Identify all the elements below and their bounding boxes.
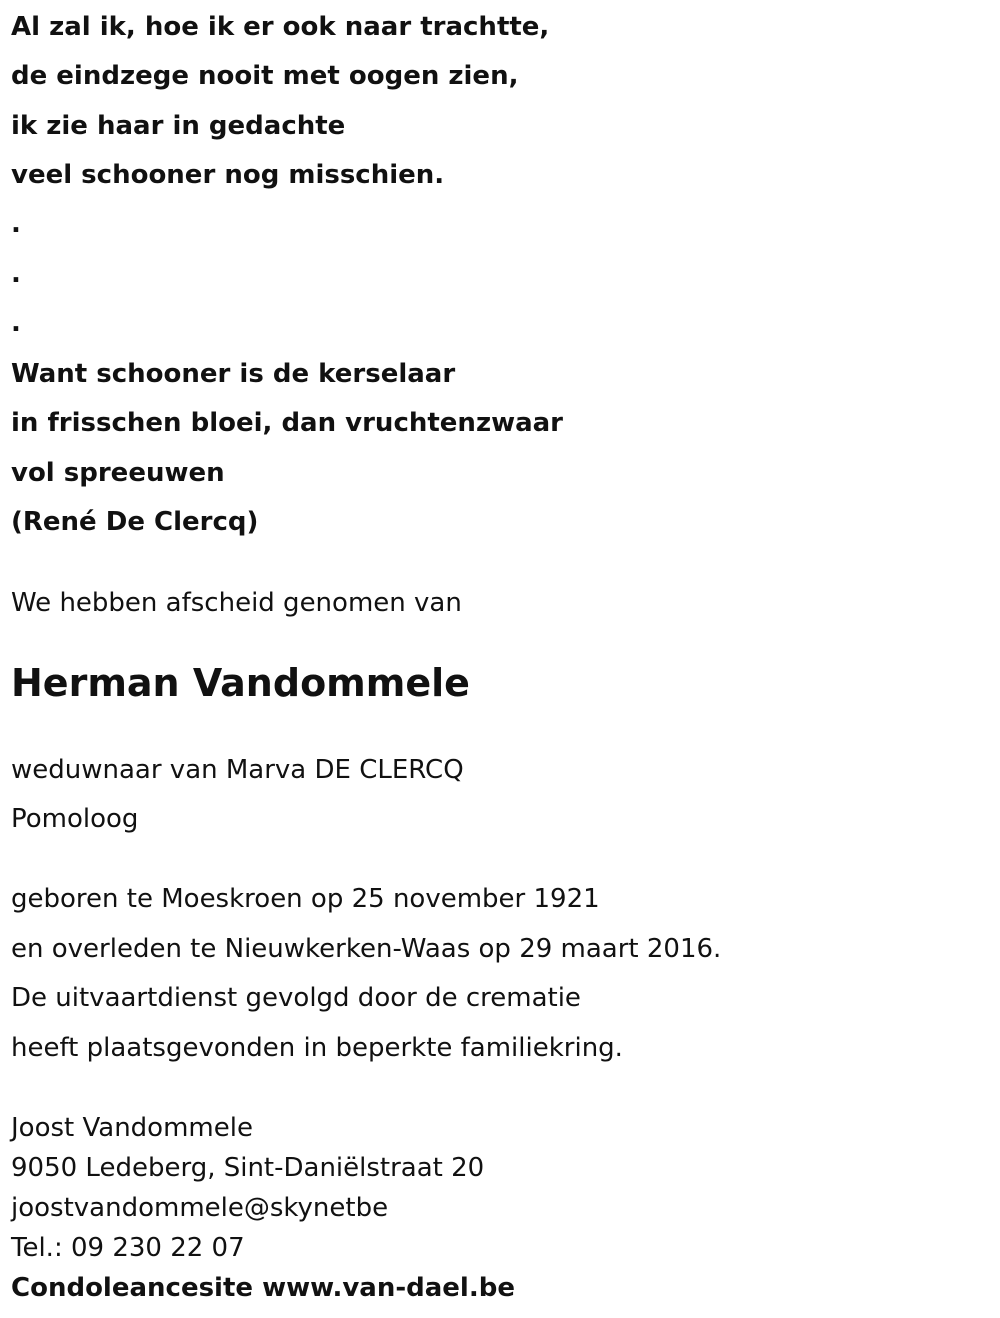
intro-text: We hebben afscheid genomen van xyxy=(11,588,462,618)
detail-line: en overleden te Nieuwkerken-Waas op 29 maart 2016. xyxy=(11,934,722,964)
poem-line: de eindzege nooit met oogen zien, xyxy=(11,61,519,91)
poem-ellipsis-dot: . xyxy=(11,209,21,239)
poem-line: in frisschen bloei, dan vruchtenzwaar xyxy=(11,408,564,438)
poem-line: Al zal ik, hoe ik er ook naar trachtte, xyxy=(11,12,550,42)
contact-name: Joost Vandommele xyxy=(11,1113,253,1143)
deceased-name: Herman Vandommele xyxy=(11,661,470,705)
poem-line: vol spreeuwen xyxy=(11,458,225,488)
detail-line: geboren te Moeskroen op 25 november 1921 xyxy=(11,884,600,914)
contact-email: joostvandommele@skynetbe xyxy=(11,1193,389,1223)
poem-line: veel schooner nog misschien. xyxy=(11,160,445,190)
contact-address: 9050 Ledeberg, Sint-Daniëlstraat 20 xyxy=(11,1153,485,1183)
poem-author: (René De Clercq) xyxy=(11,507,259,537)
poem-line: ik zie haar in gedachte xyxy=(11,111,346,141)
detail-line: De uitvaartdienst gevolgd door de crematie xyxy=(11,983,581,1013)
deceased-relation: weduwnaar van Marva DE CLERCQ xyxy=(11,755,464,785)
poem-ellipsis-dot: . xyxy=(11,259,21,289)
detail-line: heeft plaatsgevonden in beperkte familiekring. xyxy=(11,1033,623,1063)
deceased-occupation: Pomoloog xyxy=(11,804,139,834)
poem-ellipsis-dot: . xyxy=(11,308,21,338)
contact-phone: Tel.: 09 230 22 07 xyxy=(11,1233,245,1263)
condolence-site: Condoleancesite www.van-dael.be xyxy=(11,1273,515,1303)
poem-line: Want schooner is de kerselaar xyxy=(11,359,456,389)
